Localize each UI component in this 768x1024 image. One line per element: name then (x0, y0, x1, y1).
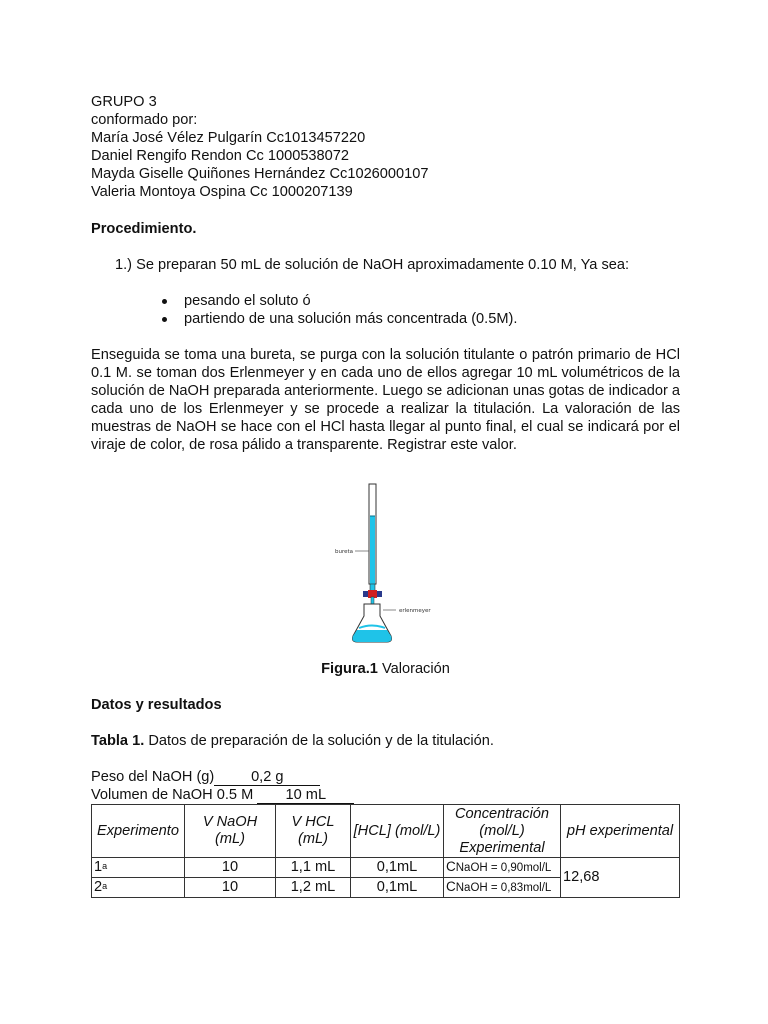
table-cell: CNaOH = 0,90mol/L (444, 858, 561, 878)
header-cell: V HCL (mL) (276, 805, 351, 858)
header-cell: V NaOH (mL) (185, 805, 276, 858)
figure-caption (91, 660, 680, 678)
caption-label: Figura.1 (321, 661, 378, 677)
procedure-bullets (91, 292, 680, 328)
header-cell: [HCL] (mol/L) (351, 805, 444, 858)
weight-label: Peso del NaOH (g) (91, 769, 215, 785)
titration-figure (91, 482, 680, 652)
formed-by-label: conformado por: (91, 112, 198, 128)
header-cell: pH experimental (561, 805, 680, 858)
results-table (91, 804, 680, 898)
document-page (91, 93, 680, 898)
member-line: Valeria Montoya Ospina Cc 1000207139 (91, 184, 353, 200)
table-cell: 1,2 mL (276, 878, 351, 898)
volume-value: 10 mL (257, 788, 354, 804)
burette-label: bureta (335, 549, 354, 555)
flask-label: erlenmeyer (399, 608, 431, 614)
results-heading: Datos y resultados (91, 697, 222, 713)
member-line: María José Vélez Pulgarín Cc1013457220 (91, 130, 366, 146)
table-cell: 2$^a$ (92, 878, 185, 898)
burette-liquid (370, 516, 375, 584)
procedure-heading: Procedimiento. (91, 221, 197, 237)
caption-text: Valoración (377, 661, 450, 677)
volume-label: Volumen de NaOH 0.5 M (91, 787, 258, 803)
header-block (91, 93, 680, 201)
ph-cell: 12,68 (561, 858, 680, 898)
header-cell: Experimento (92, 805, 185, 858)
table-cell: 10 (185, 858, 276, 878)
weight-value: 0,2 g (214, 770, 320, 786)
titration-diagram (91, 482, 680, 652)
table-cell: 1,1 mL (276, 858, 351, 878)
table-title (91, 732, 680, 750)
table-title-label: Tabla 1. (91, 733, 145, 749)
table-cell: 1$^a$ (92, 858, 185, 878)
table-header-row (92, 805, 680, 858)
volume-line (91, 786, 680, 804)
table-cell: 0,1mL (351, 858, 444, 878)
procedure-step-1: 1.) Se preparan 50 mL de solución de NaOH aproximadamente 0.10 M, Ya sea: (115, 257, 630, 273)
bullet-item: partiendo de una solución más concentrada (0.5M). (91, 310, 680, 328)
group-title: GRUPO 3 (91, 94, 157, 110)
header-cell: Concentración (mol/L) Experimental (444, 805, 561, 858)
bullet-item: pesando el soluto ó (91, 292, 680, 310)
table-cell: 0,1mL (351, 878, 444, 898)
table-row (92, 858, 680, 878)
member-line: Mayda Giselle Quiñones Hernández Cc1026000107 (91, 166, 429, 182)
table-title-text: Datos de preparación de la solución y de la titulación. (144, 733, 494, 749)
table-cell: CNaOH = 0,83mol/L (444, 878, 561, 898)
weight-line (91, 768, 680, 786)
procedure-paragraph: Enseguida se toma una bureta, se purga con la solución titulante o patrón primario de HCl 0.1 M. se toman dos Erlenmeyer y en cada uno de ellos agregar 10 mL volumétricos de la solución de NaOH preparada anteriormente. Luego se adicionan unas gotas de indicador a cada uno de los Erlenmeyer y se procede a realizar la titulación. La valoración de las muestras de NaOH se hace con el HCl hasta llegar al punto final, el cual se indicará por el viraje de color, de rosa pálido a transparente. Registrar este valor. (91, 347, 681, 453)
member-line: Daniel Rengifo Rendon Cc 1000538072 (91, 148, 350, 164)
flask-liquid (353, 630, 392, 642)
table-cell: 10 (185, 878, 276, 898)
